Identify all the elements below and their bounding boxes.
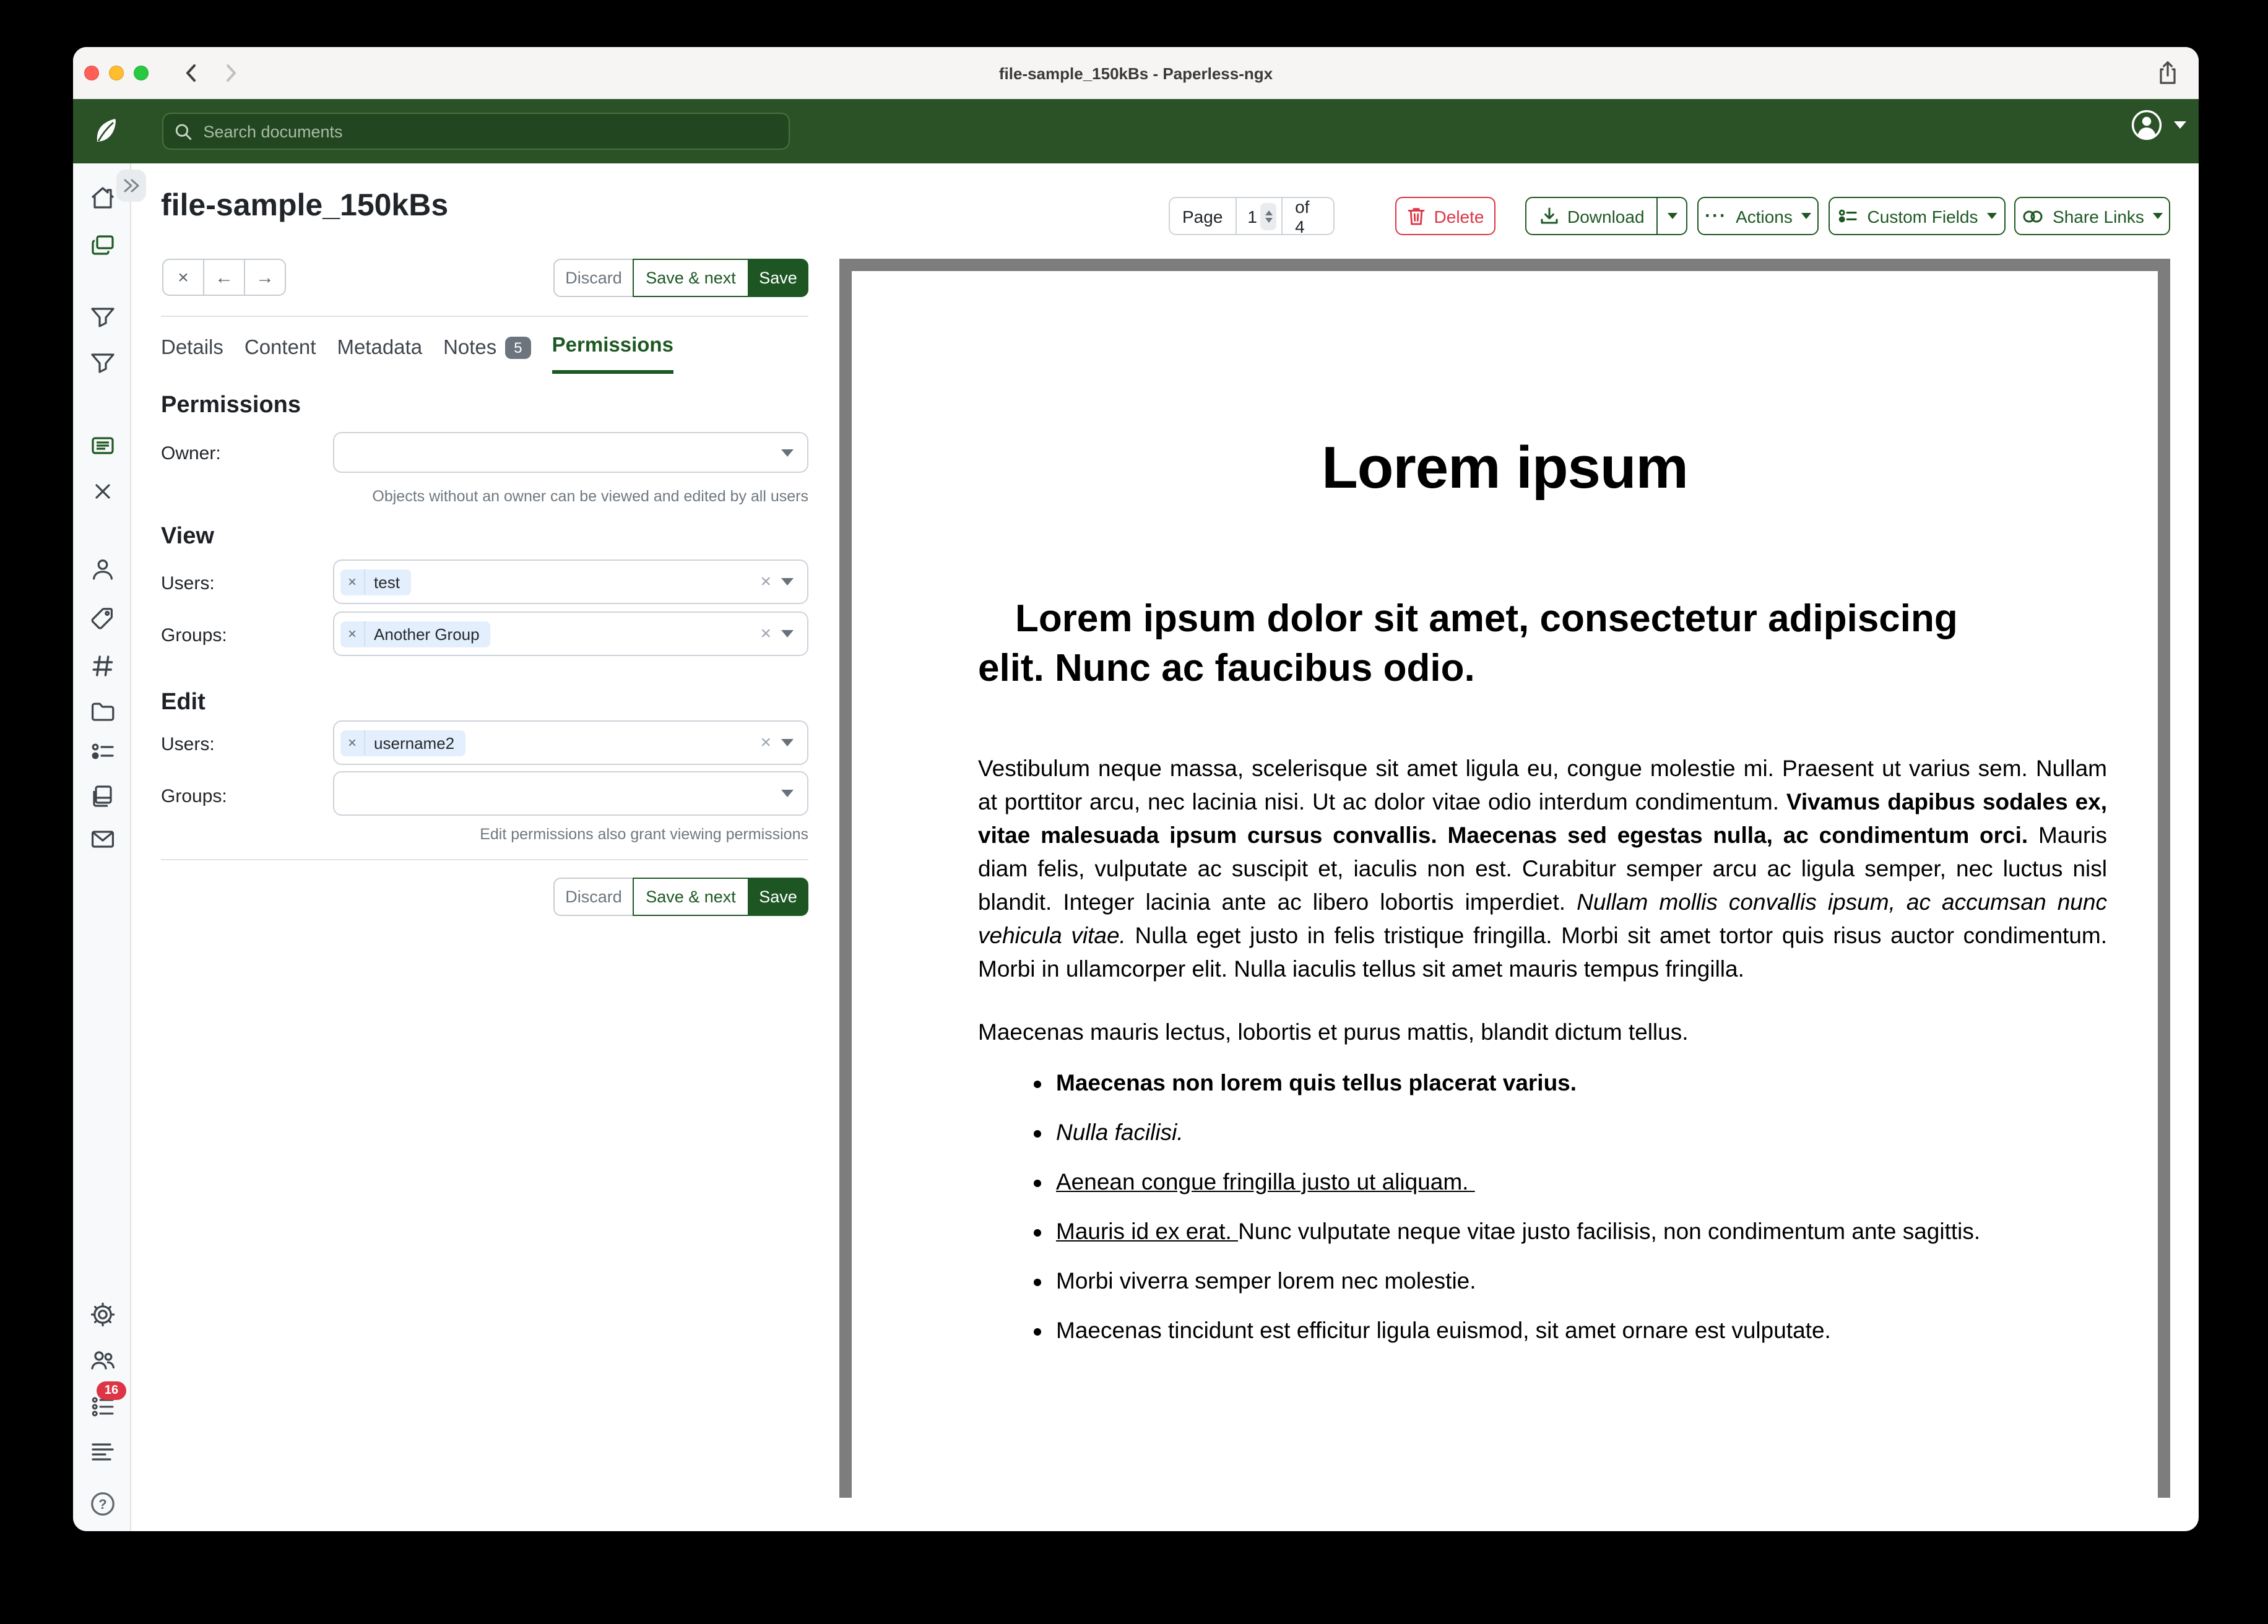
- filter-icon: [89, 349, 116, 376]
- mail-icon: [89, 826, 116, 853]
- pdf-preview-frame[interactable]: [839, 259, 2170, 1498]
- list-item: [1056, 1116, 2107, 1147]
- save-button[interactable]: Save: [748, 878, 808, 916]
- pdf-text: Vestibulum neque massa, scelerisque sit amet ligula eu, congue molestie mi. Praesent ut varius sem. Nullam at porttitor arcu, nec lacinia nisi. Ut ac dolor vitae odio interdum condimentum.: [978, 755, 2107, 814]
- view-groups-select[interactable]: [333, 611, 808, 656]
- close-icon: [89, 478, 116, 505]
- arrow-left-icon: ←: [215, 267, 233, 288]
- chevron-down-icon: [781, 790, 794, 797]
- edit-help-text: Edit permissions also grant viewing permissions: [480, 826, 808, 843]
- chevron-down-icon: [781, 578, 794, 585]
- custom-fields-button[interactable]: [1829, 197, 2006, 235]
- discard-button[interactable]: Discard: [553, 259, 634, 297]
- open-document-icon: [89, 432, 116, 459]
- remove-chip-icon[interactable]: ×: [340, 730, 365, 755]
- chevron-down-icon: [2174, 121, 2186, 129]
- sidebar-item-logs[interactable]: [89, 1437, 116, 1464]
- discard-button[interactable]: Discard: [553, 878, 634, 916]
- owner-help-text: Objects without an owner can be viewed and edited by all users: [372, 488, 808, 505]
- divider: [161, 859, 808, 860]
- clear-icon[interactable]: ×: [760, 623, 771, 644]
- remove-chip-icon[interactable]: ×: [340, 569, 365, 594]
- share-icon[interactable]: [2155, 59, 2180, 84]
- sidebar-item-documents[interactable]: [89, 231, 116, 259]
- sidebar-item-dashboard[interactable]: [89, 184, 116, 212]
- view-users-select[interactable]: [333, 559, 808, 604]
- pdf-text: Maecenas tincidunt est efficitur ligula euismod, sit amet ornare est vulputate.: [1056, 1317, 1831, 1343]
- sidebar-item-mail[interactable]: [89, 826, 116, 853]
- sidebar-expand-button[interactable]: [116, 170, 146, 202]
- chevron-down-icon: [1986, 213, 1996, 219]
- tab-notes[interactable]: [443, 334, 531, 374]
- folder-icon: [89, 698, 116, 725]
- gear-icon: [89, 1301, 116, 1328]
- chevron-down-icon: [781, 739, 794, 746]
- page-number-field[interactable]: [1235, 198, 1283, 234]
- pdf-text-italic: Nullam mollis convallis ipsum, ac accumsan nunc vehicula vitae.: [978, 889, 2107, 948]
- home-icon: [89, 184, 116, 212]
- tab-permissions[interactable]: [552, 334, 673, 374]
- chevron-down-icon: [781, 630, 794, 637]
- pdf-text-bold: Vivamus dapibus sodales ex, vitae malesuada ipsum cursus convallis. Maecenas sed egestas nulla, ac condimentum orci.: [978, 788, 2108, 848]
- sidebar-item-settings[interactable]: [89, 1301, 116, 1328]
- logs-icon: [89, 1437, 116, 1464]
- search-input[interactable]: [201, 121, 777, 142]
- save-and-next-button[interactable]: Save & next: [633, 259, 749, 297]
- window-title: file-sample_150kBs - Paperless-ngx: [998, 64, 1273, 83]
- share-links-label: Share Links: [2053, 206, 2144, 226]
- edit-groups-select[interactable]: [333, 771, 808, 816]
- tab-label: Permissions: [552, 334, 673, 356]
- permissions-heading: Permissions: [161, 392, 301, 418]
- pdf-text-underline: Aenean congue fringilla justo ut aliquam.: [1056, 1168, 1475, 1194]
- delete-label: Delete: [1434, 206, 1484, 226]
- hash-icon: [89, 652, 116, 680]
- svg-text:?: ?: [98, 1497, 107, 1512]
- selected-user-chip: [340, 569, 411, 595]
- help-icon: [89, 1490, 116, 1518]
- document-nav-group: [162, 259, 286, 296]
- step-up-icon[interactable]: [1265, 210, 1272, 215]
- sidebar-item-custom-fields[interactable]: [89, 738, 116, 765]
- selected-user-chip: [340, 730, 465, 756]
- owner-select[interactable]: [333, 432, 808, 473]
- sidebar-item-correspondents[interactable]: [89, 556, 116, 583]
- pages-icon: [89, 782, 116, 810]
- app-window: [73, 47, 2199, 1531]
- pdf-page: [852, 271, 2158, 1345]
- download-options-button[interactable]: [1657, 198, 1686, 234]
- pdf-title: Lorem ipsum: [1322, 436, 1688, 501]
- clear-icon[interactable]: ×: [760, 732, 771, 753]
- chevron-down-icon: [1801, 213, 1811, 219]
- avatar-icon: [2131, 109, 2163, 141]
- page-label: Page: [1182, 206, 1223, 226]
- pdf-heading-line1: Lorem ipsum dolor sit amet, consectetur adipiscing: [1015, 597, 1958, 640]
- tab-label: Notes: [443, 336, 497, 358]
- close-document-button[interactable]: [162, 259, 204, 296]
- actions-label: Actions: [1736, 206, 1793, 226]
- sidebar-item-document-types[interactable]: [89, 652, 116, 680]
- pdf-paragraph: [978, 751, 2107, 985]
- pdf-paragraph: Maecenas mauris lectus, lobortis et purus mattis, blandit dictum tellus.: [978, 1019, 1689, 1045]
- close-icon: ×: [178, 267, 189, 288]
- sidebar-item-users-groups[interactable]: [89, 1347, 116, 1374]
- tag-icon: [89, 604, 116, 631]
- notes-count-badge: 5: [505, 337, 530, 359]
- chevron-down-icon: [781, 449, 794, 456]
- next-document-button[interactable]: [244, 259, 286, 296]
- sidebar-item-documentation[interactable]: [89, 1490, 116, 1518]
- pdf-text: Mauris diam felis, vulputate ac suscipit et, iaculis non est. Curabitur semper arcu ac ligula semper, nec luctus nisl blandit. Integer lacinia ante ac libero lobortis imperdiet.: [978, 822, 2107, 915]
- users-icon: [89, 1347, 116, 1374]
- pdf-text-underline: Mauris id ex erat.: [1056, 1218, 1239, 1244]
- download-label: Download: [1567, 206, 1645, 226]
- download-button[interactable]: [1526, 198, 1657, 234]
- owner-label: Owner:: [161, 443, 221, 464]
- page-navigator: [1169, 197, 1335, 235]
- edit-users-select[interactable]: [333, 720, 808, 765]
- sidebar-item-saved-view-2[interactable]: [89, 349, 116, 376]
- sidebar-item-saved-view-1[interactable]: [89, 303, 116, 330]
- list-item: [1056, 1166, 2107, 1197]
- sidebar-close-all-documents[interactable]: [89, 478, 116, 505]
- pdf-text: Nunc vulputate neque vitae justo facilisis, non condimentum ante sagittis.: [1238, 1218, 1981, 1244]
- user-menu[interactable]: [2131, 109, 2186, 141]
- delete-button[interactable]: [1395, 197, 1495, 235]
- tab-label: Content: [244, 336, 316, 358]
- page-count-label: of 4: [1295, 196, 1310, 236]
- sidebar-item-open-document[interactable]: [89, 432, 116, 459]
- download-split-button: [1525, 197, 1687, 235]
- list-item: [1056, 1265, 2107, 1296]
- divider: [161, 316, 808, 317]
- pdf-text-italic: Nulla facilisi.: [1056, 1119, 1184, 1145]
- edit-users-label: Users:: [161, 734, 215, 755]
- list-item: [1056, 1216, 2107, 1246]
- custom-fields-label: Custom Fields: [1867, 206, 1978, 226]
- dots-icon: ···: [1705, 205, 1728, 226]
- edit-groups-label: Groups:: [161, 786, 227, 807]
- list-item: [1056, 1067, 2107, 1098]
- document-title: file-sample_150kBs: [161, 188, 449, 223]
- page-number-value[interactable]: 1: [1247, 206, 1257, 226]
- chip-label: test: [374, 572, 400, 591]
- arrow-right-icon: →: [256, 267, 274, 288]
- view-groups-label: Groups:: [161, 625, 227, 646]
- clear-icon[interactable]: ×: [760, 571, 771, 592]
- chip-label: username2: [374, 733, 455, 752]
- pdf-text: Morbi viverra semper lorem nec molestie.: [1056, 1268, 1476, 1294]
- custom-fields-icon: [89, 738, 116, 765]
- view-heading: View: [161, 524, 214, 550]
- sidebar-item-tags[interactable]: [89, 604, 116, 631]
- actions-button[interactable]: [1697, 197, 1819, 235]
- save-button-group-bottom: [553, 878, 808, 916]
- chevron-down-icon: [2153, 213, 2163, 219]
- pdf-text: Nulla eget justo in felis tristique fringilla. Morbi sit amet tortor quis risus auctor condimentum. Morbi in ullamcorper elit. Nulla iaculis tellus sit amet mauris tempus fringilla.: [978, 922, 2107, 982]
- chevron-down-icon: [1667, 213, 1677, 219]
- documents-icon: [89, 231, 116, 259]
- tab-label: Details: [161, 336, 223, 358]
- step-down-icon[interactable]: [1265, 217, 1272, 222]
- previous-document-button[interactable]: [203, 259, 245, 296]
- pdf-text-bold: Maecenas non lorem quis tellus placerat varius.: [1056, 1069, 1577, 1095]
- sidebar-item-storage-paths[interactable]: [89, 698, 116, 725]
- search-icon: [175, 122, 192, 140]
- trash-icon: [1407, 205, 1427, 227]
- chip-label: Another Group: [374, 624, 480, 643]
- save-and-next-button[interactable]: Save & next: [633, 878, 749, 916]
- edit-heading: Edit: [161, 689, 206, 715]
- save-button-group-top: [553, 259, 808, 297]
- sidebar: [73, 163, 131, 1531]
- pdf-heading-line2: elit. Nunc ac faucibus odio.: [978, 646, 1475, 689]
- selected-group-chip: [340, 621, 491, 647]
- tasks-count-badge: 16: [97, 1381, 126, 1400]
- save-button[interactable]: Save: [748, 259, 808, 297]
- titlebar: [73, 47, 2199, 99]
- person-icon: [89, 556, 116, 583]
- remove-chip-icon[interactable]: ×: [340, 621, 365, 646]
- link-icon: [2022, 207, 2044, 225]
- tab-content[interactable]: [245, 334, 316, 374]
- sidebar-item-workflows[interactable]: [89, 782, 116, 810]
- share-links-button[interactable]: [2014, 197, 2170, 235]
- filter-icon: [89, 303, 116, 330]
- navbar: [73, 99, 2199, 163]
- chevrons-right-icon: [121, 177, 141, 194]
- paperless-logo-icon[interactable]: [90, 115, 123, 147]
- tab-metadata[interactable]: [337, 334, 422, 374]
- pdf-heading: [978, 594, 2107, 693]
- tab-details[interactable]: [161, 334, 223, 374]
- download-icon: [1539, 205, 1560, 227]
- view-users-label: Users:: [161, 573, 215, 594]
- page-stepper[interactable]: [1260, 202, 1276, 230]
- pdf-bullet-list: [978, 1067, 2107, 1345]
- document-tabs: [161, 334, 673, 374]
- custom-fields-icon: [1838, 205, 1859, 227]
- list-item: [1056, 1315, 2107, 1345]
- tab-label: Metadata: [337, 336, 423, 358]
- search-bar: [162, 113, 790, 150]
